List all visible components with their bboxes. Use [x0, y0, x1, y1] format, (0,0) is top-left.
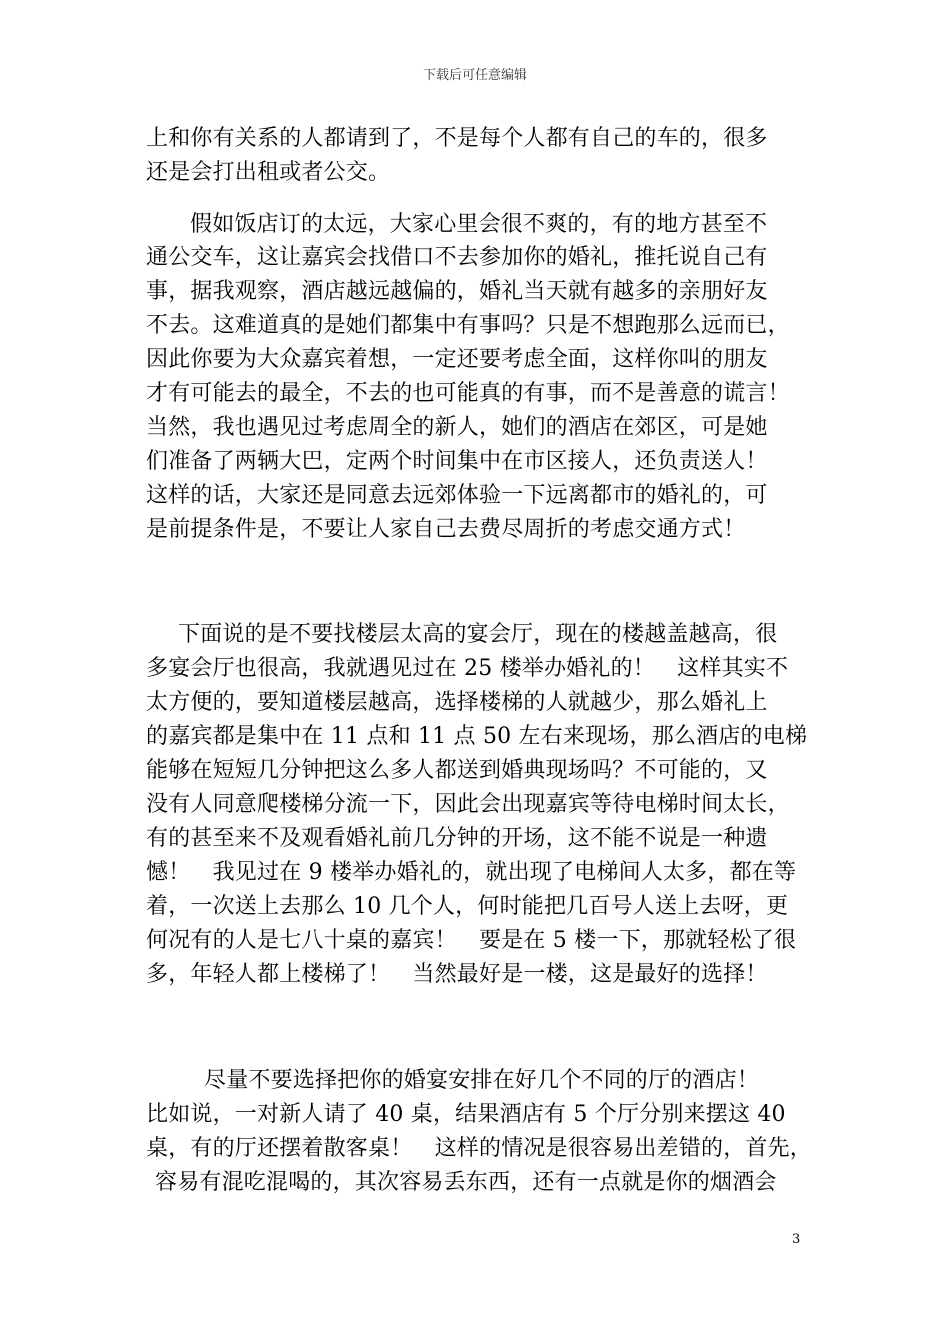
text-line: 不去。这难道真的是她们都集中有事吗？只是不想跑那么远而已， [146, 313, 790, 338]
text-line: 是前提条件是，不要让人家自己去费尽周折的考虑交通方式！ [146, 517, 746, 542]
text-line: 因此你要为大众嘉宾着想，一定还要考虑全面，这样你叫的朋友 [146, 347, 768, 372]
text-line: 比如说，一对新人请了 40 桌，结果酒店有 5 个厅分别来摆这 40 [146, 1102, 786, 1127]
text-line: 通公交车，这让嘉宾会找借口不去参加你的婚礼，推托说自己有 [146, 245, 768, 270]
page-number: 3 [792, 1232, 801, 1247]
text-line: 桌，有的厅还摆着散客桌！ 这样的情况是很容易出差错的，首先， [146, 1136, 813, 1161]
text-line: 能够在短短几分钟把这么多人都送到婚典现场吗？不可能的，又 [146, 758, 768, 783]
text-line: 这样的话，大家还是同意去远郊体验一下远离都市的婚礼的，可 [146, 483, 768, 508]
text-line: 憾！ 我见过在 9 楼举办婚礼的，就出现了电梯间人太多，都在等 [146, 860, 797, 885]
text-line: 的嘉宾都是集中在 11 点和 11 点 50 左右来现场，那么酒店的电梯 [146, 724, 808, 749]
text-line: 们准备了两辆大巴，定两个时间集中在市区接人，还负责送人！ [146, 449, 768, 474]
text-line: 多，年轻人都上楼梯了！ 当然最好是一楼，这是最好的选择！ [146, 962, 768, 987]
text-line: 事，据我观察，酒店越远越偏的，婚礼当天就有越多的亲朋好友 [146, 279, 768, 304]
text-line: 有的甚至来不及观看婚礼前几分钟的开场，这不能不说是一种遗 [146, 826, 768, 851]
text-line: 上和你有关系的人都请到了，不是每个人都有自己的车的，很多 [146, 126, 768, 151]
text-line: 何况有的人是七八十桌的嘉宾！ 要是在 5 楼一下，那就轻松了很 [146, 928, 797, 953]
text-line: 当然，我也遇见过考虑周全的新人，她们的酒店在郊区，可是她 [146, 415, 768, 440]
page-header: 下载后可任意编辑 [422, 68, 527, 83]
text-line: 太方便的，要知道楼层越高，选择楼梯的人就越少，那么婚礼上 [146, 690, 768, 715]
text-line: 没有人同意爬楼梯分流一下，因此会出现嘉宾等待电梯时间太长， [146, 792, 790, 817]
text-line: 下面说的是不要找楼层太高的宴会厅，现在的楼越盖越高，很 [178, 622, 778, 647]
text-line: 容易有混吃混喝的，其次容易丢东西，还有一点就是你的烟酒会 [155, 1170, 777, 1195]
text-line: 着，一次送上去那么 10 几个人，何时能把几百号人送上去呀，更 [146, 894, 789, 919]
text-line: 假如饭店订的太远，大家心里会很不爽的，有的地方甚至不 [190, 212, 768, 237]
text-line: 多宴会厅也很高，我就遇见过在 25 楼举办婚礼的！ 这样其实不 [146, 656, 789, 681]
text-line: 还是会打出租或者公交。 [146, 160, 391, 185]
text-line: 尽量不要选择把你的婚宴安排在好几个不同的厅的酒店！ [204, 1068, 760, 1093]
text-line: 才有可能去的最全，不去的也可能真的有事，而不是善意的谎言！ [146, 381, 790, 406]
